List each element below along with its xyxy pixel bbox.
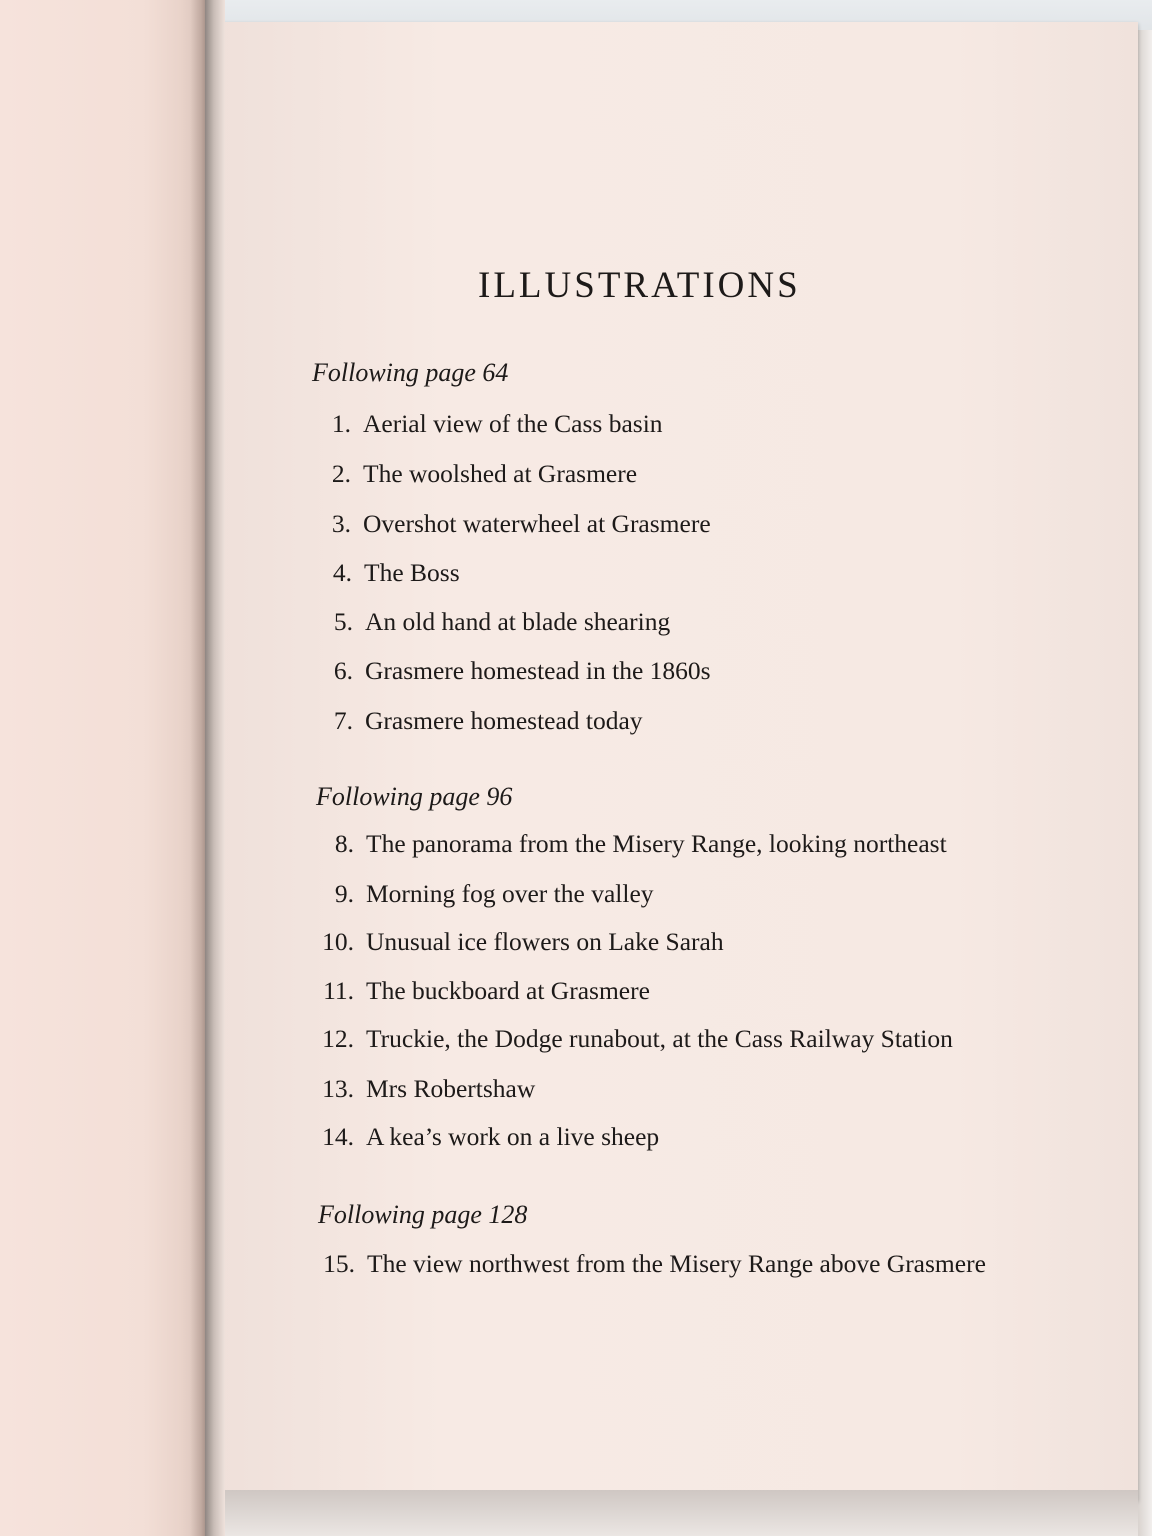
list-item — [334, 879, 654, 909]
item-number: 13. — [322, 1074, 354, 1103]
item-caption: The buckboard at Grasmere — [366, 976, 650, 1005]
item-number: 4. — [332, 558, 352, 587]
list-item — [333, 607, 671, 637]
item-number: 7. — [333, 706, 353, 735]
item-caption: The woolshed at Grasmere — [363, 459, 638, 488]
item-caption: The view northwest from the Misery Range above Grasmere — [367, 1249, 986, 1278]
list-item — [323, 976, 650, 1006]
item-caption: Truckie, the Dodge runabout, at the Cass Railway Station — [366, 1024, 953, 1053]
item-caption: Unusual ice flowers on Lake Sarah — [366, 927, 724, 956]
item-number: 12. — [322, 1024, 354, 1053]
item-caption: Mrs Robertshaw — [366, 1074, 536, 1103]
item-number: 3. — [331, 509, 351, 538]
section-heading-page-64: Following page 64 — [312, 358, 509, 387]
item-number: 11. — [323, 976, 354, 1005]
list-item — [332, 558, 460, 588]
list-item — [322, 1024, 953, 1054]
list-item — [331, 409, 663, 439]
item-caption: Morning fog over the valley — [366, 879, 654, 908]
list-item — [333, 706, 643, 736]
item-caption: The Boss — [364, 558, 460, 587]
list-item — [331, 509, 711, 539]
list-item — [334, 829, 947, 859]
item-caption: Aerial view of the Cass basin — [363, 409, 663, 438]
item-number: 10. — [322, 927, 354, 956]
item-number: 8. — [334, 829, 354, 858]
list-item — [323, 1245, 1015, 1283]
item-caption: A kea’s work on a live sheep — [366, 1122, 660, 1151]
page-title: ILLUSTRATIONS — [478, 265, 801, 306]
item-caption: An old hand at blade shearing — [365, 607, 671, 636]
item-number: 15. — [323, 1249, 355, 1278]
item-caption: Overshot waterwheel at Grasmere — [363, 509, 711, 538]
list-item — [322, 1122, 660, 1152]
section-heading-page-128: Following page 128 — [318, 1200, 528, 1229]
section-heading-page-96: Following page 96 — [316, 782, 513, 811]
list-item — [322, 1074, 536, 1104]
list-item — [322, 927, 724, 957]
item-number: 14. — [322, 1122, 354, 1151]
item-caption: Grasmere homestead in the 1860s — [365, 656, 711, 685]
item-number: 1. — [331, 409, 351, 438]
list-item — [333, 656, 711, 686]
item-number: 5. — [333, 607, 353, 636]
item-caption: Grasmere homestead today — [365, 706, 643, 735]
item-number: 6. — [333, 656, 353, 685]
item-caption: The panorama from the Misery Range, looking northeast — [366, 829, 947, 858]
list-item — [331, 459, 638, 489]
item-number: 2. — [331, 459, 351, 488]
item-number: 9. — [334, 879, 354, 908]
